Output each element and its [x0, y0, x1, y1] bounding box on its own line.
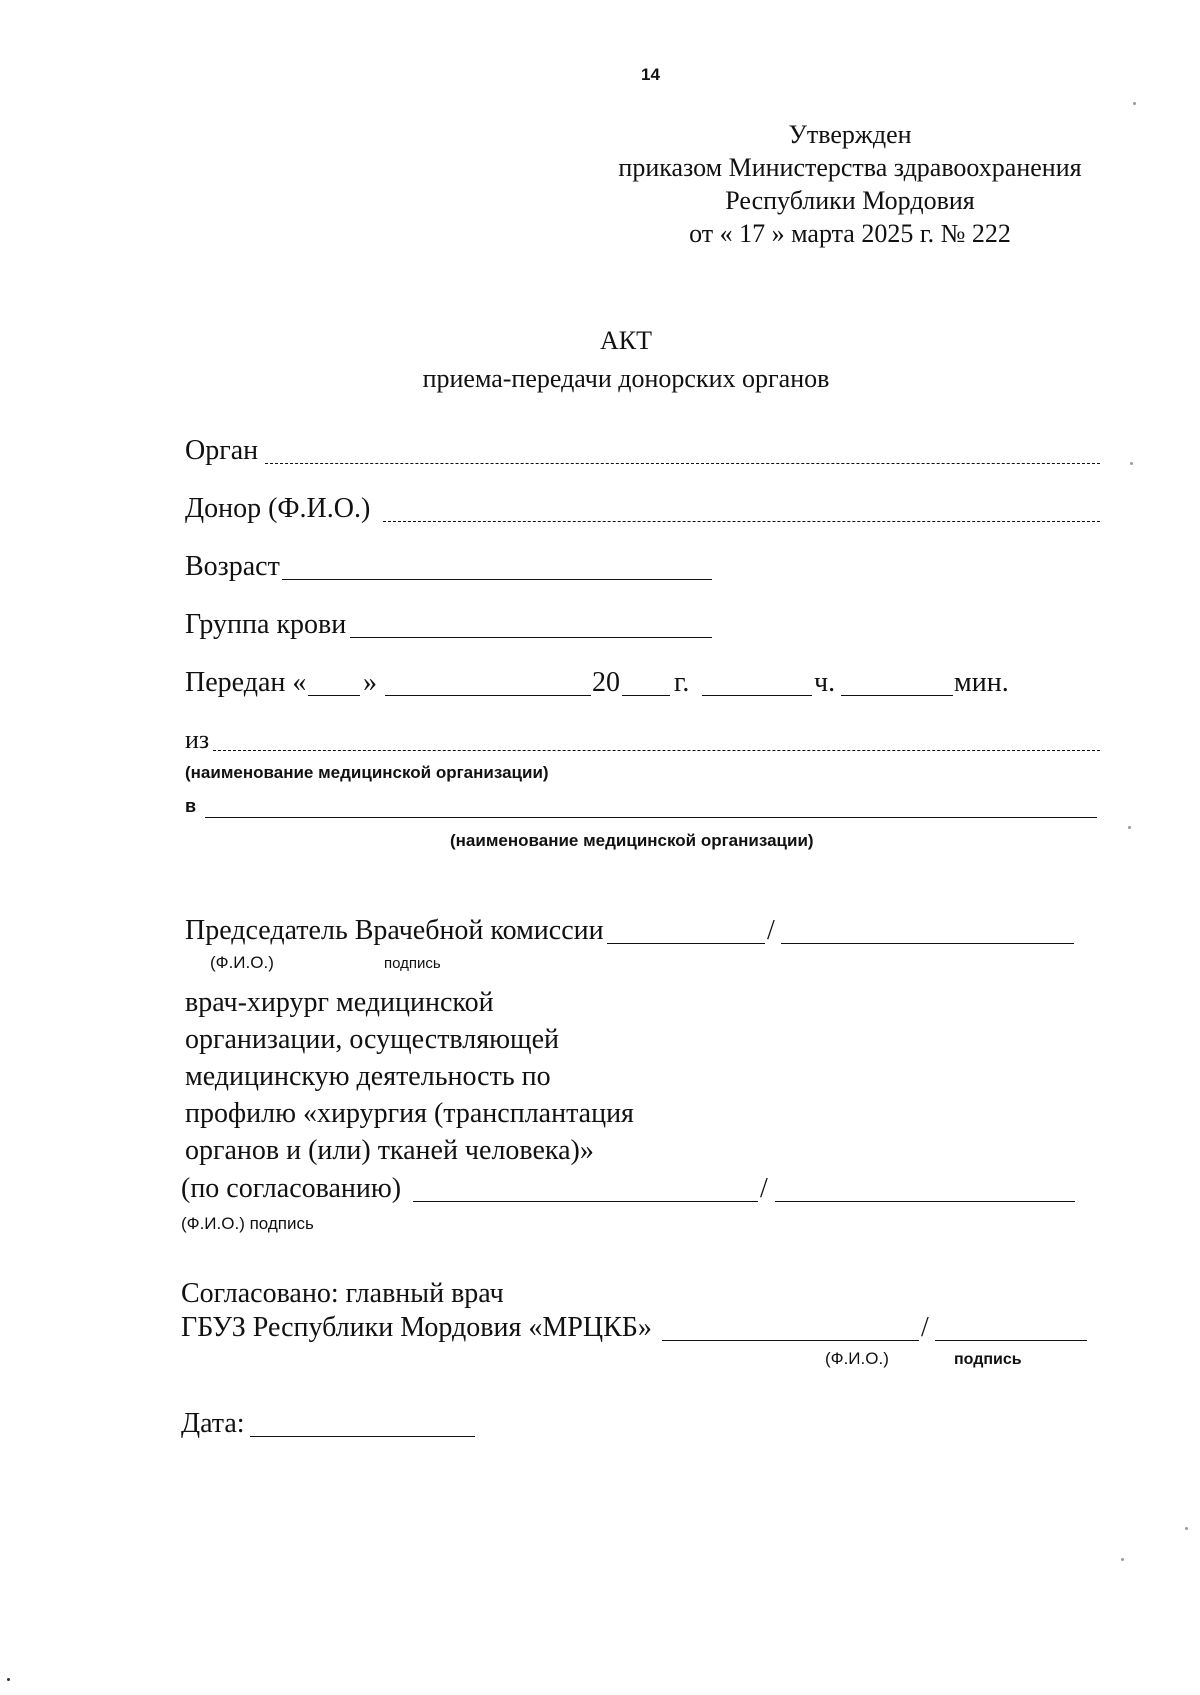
act-subtitle: приема-передачи донорских органов	[422, 364, 830, 393]
approval-line-1: Утвержден	[788, 120, 912, 149]
approved-line-2: ГБУЗ Республики Мордовия «МРЦКБ»	[181, 1312, 652, 1343]
approved-slash: /	[921, 1312, 929, 1343]
to-field[interactable]	[205, 817, 1097, 818]
approved-signature-field[interactable]	[935, 1340, 1087, 1341]
transfer-close-quote: »	[363, 667, 377, 698]
transfer-day-field[interactable]	[308, 695, 360, 696]
donor-label: Донор (Ф.И.О.)	[185, 493, 371, 524]
approval-line-4: от « 17 » марта 2025 г. № 222	[689, 219, 1011, 248]
surgeon-line-4: профилю «хирургия (трансплантация	[185, 1098, 634, 1129]
from-label: из	[185, 725, 210, 754]
approved-fio-field[interactable]	[662, 1340, 919, 1341]
scan-speck	[1130, 462, 1133, 465]
surgeon-slash: /	[760, 1173, 768, 1204]
transfer-minutes-field[interactable]	[841, 695, 953, 696]
transfer-hours-field[interactable]	[702, 695, 812, 696]
scan-speck	[1133, 102, 1136, 105]
organ-label: Орган	[185, 435, 259, 466]
age-field[interactable]	[282, 579, 712, 580]
chairman-fio-caption: (Ф.И.О.)	[210, 953, 274, 972]
transfer-year-prefix: 20	[592, 667, 620, 698]
date-label: Дата:	[181, 1408, 245, 1439]
to-caption: (наименование медицинской организации)	[450, 831, 814, 850]
transfer-minutes-label: мин.	[954, 667, 1009, 698]
approved-fio-caption: (Ф.И.О.)	[825, 1349, 889, 1368]
scan-speck	[1128, 826, 1131, 829]
to-label: в	[185, 796, 197, 816]
date-field[interactable]	[250, 1436, 475, 1437]
surgeon-line-3: медицинскую деятельность по	[185, 1061, 551, 1092]
transfer-hours-label: ч.	[814, 667, 836, 698]
scan-speck	[1185, 1527, 1188, 1530]
scan-speck	[1121, 1558, 1124, 1561]
approved-signature-caption: подпись	[954, 1351, 1022, 1368]
transfer-month-field[interactable]	[385, 695, 591, 696]
chairman-signature-caption: подпись	[384, 955, 441, 972]
surgeon-line-1: врач-хирург медицинской	[185, 987, 494, 1018]
age-label: Возраст	[185, 551, 280, 582]
page-number: 14	[641, 65, 660, 84]
surgeon-line-2: организации, осуществляющей	[185, 1024, 560, 1055]
chairman-fio-field[interactable]	[607, 943, 765, 944]
from-caption: (наименование медицинской организации)	[185, 763, 549, 782]
surgeon-fio-field[interactable]	[413, 1201, 758, 1202]
donor-field[interactable]	[383, 521, 1100, 522]
blood-group-label: Группа крови	[185, 609, 347, 640]
approved-line-1: Согласовано: главный врач	[181, 1278, 504, 1309]
blood-group-field[interactable]	[350, 637, 712, 638]
transfer-label: Передан «	[185, 667, 307, 698]
act-title: АКТ	[600, 326, 652, 355]
organ-field[interactable]	[265, 463, 1100, 464]
transfer-year-suffix: г.	[674, 667, 690, 698]
chairman-label: Председатель Врачебной комиссии	[185, 915, 604, 946]
surgeon-line-5: органов и (или) тканей человека)»	[185, 1135, 594, 1166]
surgeon-agreement-label: (по согласованию)	[181, 1173, 402, 1204]
approval-line-3: Республики Мордовия	[725, 186, 975, 215]
approval-line-2: приказом Министерства здравоохранения	[618, 153, 1082, 182]
scan-speck	[7, 1678, 10, 1681]
chairman-slash: /	[767, 915, 775, 946]
from-field[interactable]	[213, 750, 1100, 751]
surgeon-signature-field[interactable]	[775, 1201, 1075, 1202]
surgeon-caption: (Ф.И.О.) подпись	[181, 1214, 314, 1233]
chairman-signature-field[interactable]	[781, 943, 1074, 944]
transfer-year-field[interactable]	[622, 695, 670, 696]
